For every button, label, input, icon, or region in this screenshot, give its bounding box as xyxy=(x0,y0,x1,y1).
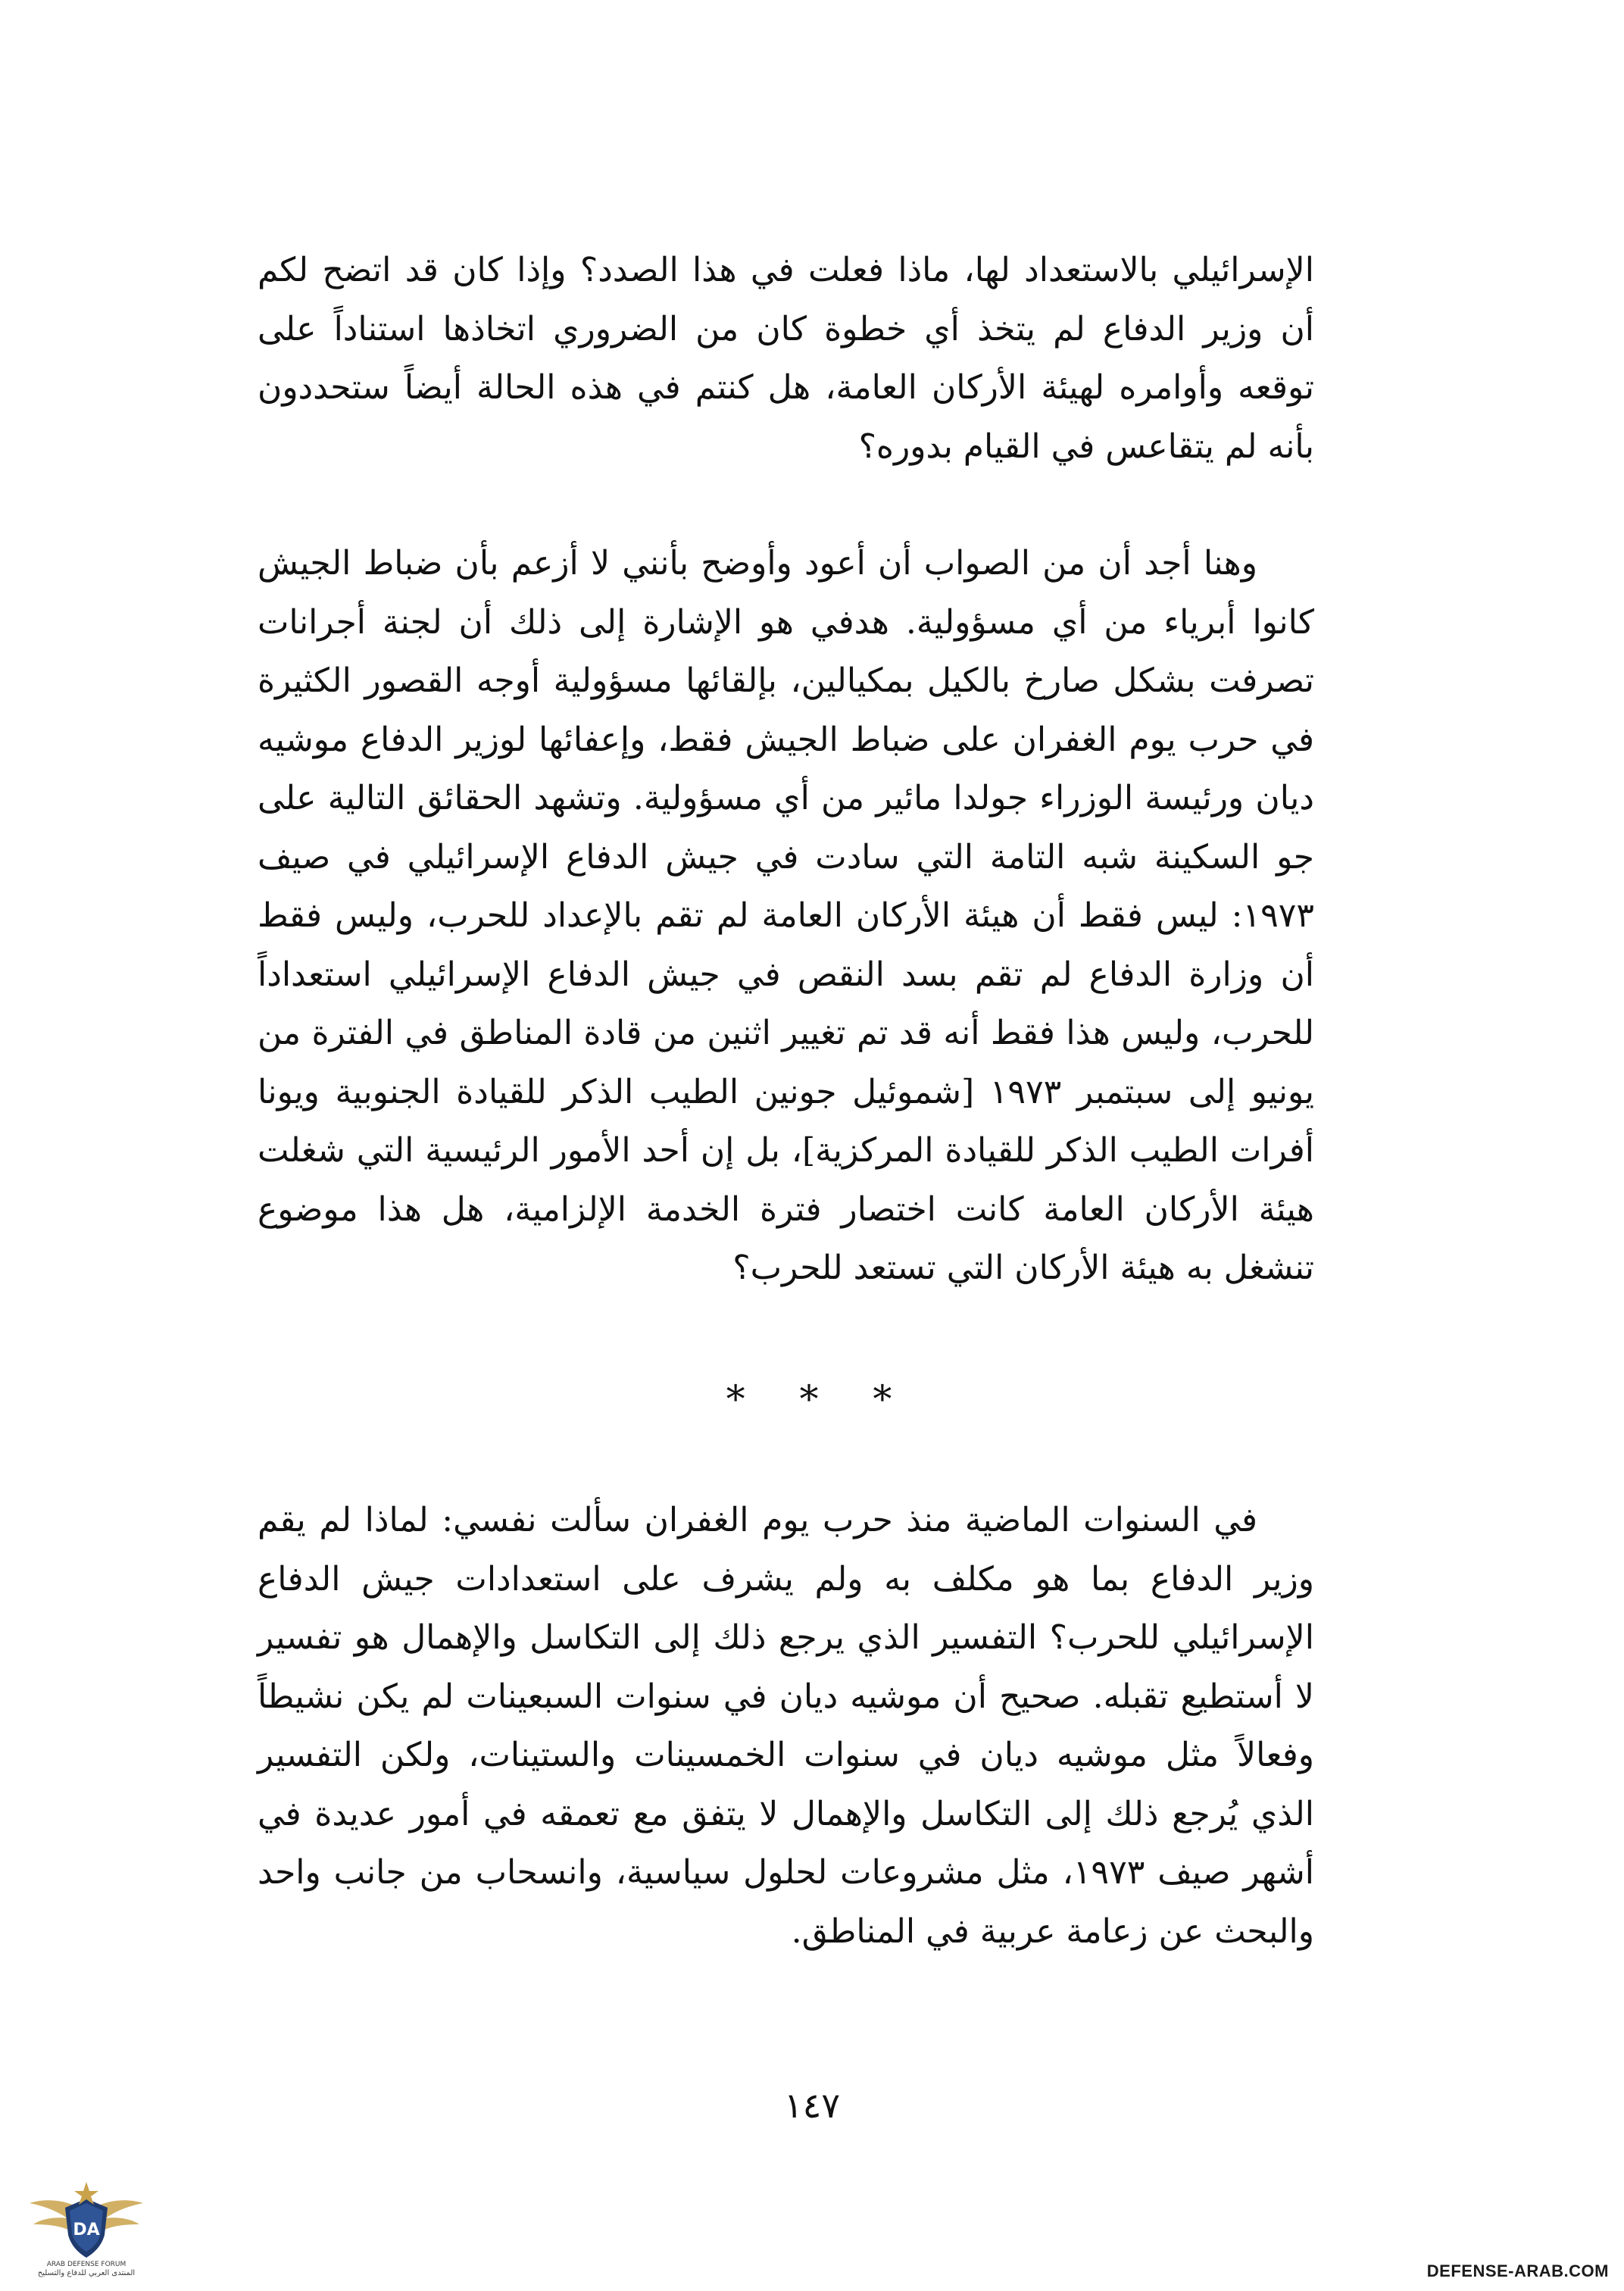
paragraph-3: في السنوات الماضية منذ حرب يوم الغفران سألت نفسي: لماذا لم يقم وزير الدفاع بما هو مكلف به ولم يشرف على استعدادات جيش الدفاع الإسرائيلي للحرب؟ التفسير الذي يرجع ذلك إلى التكاسل والإهمال هو تفسير لا أستطيع تقبله. صحيح أن موشيه ديان في سنوات السبعينات لم يكن نشيطاً وفعالاً مثل موشيه ديان في سنوات الخمسينات والستينات، ولكن التفسير الذي يُرجع ذلك إلى التكاسل والإهمال لا يتفق مع تعمقه في أمور عديدة في أشهر صيف ١٩٧٣، مثل مشروعات لحلول سياسية، وانسحاب من جانب واحد والبحث عن زعامة عربية في المناطق. xyxy=(258,1501,1314,1951)
forum-name-en: ARAB DEFENSE FORUM xyxy=(46,2261,126,2268)
site-url-watermark: DEFENSE-ARAB.COM xyxy=(1426,2261,1609,2280)
forum-name xyxy=(18,2260,155,2278)
paragraph-1: الإسرائيلي بالاستعداد لها، ماذا فعلت في هذا الصدد؟ وإذا كان قد اتضح لكم أن وزير الدفاع لم يتخذ أي خطوة كان من الضروري اتخاذها استناداً على توقعه وأوامره لهيئة الأركان العامة، هل كنتم في هذه الحالة أيضاً ستحددون بأنه لم يتقاعس في القيام بدوره؟ xyxy=(258,251,1314,466)
logo-initials: DA xyxy=(73,2221,100,2239)
page-number: ١٤٧ xyxy=(783,2085,841,2126)
section-separator: * * * xyxy=(726,1377,898,1421)
paragraph-2: وهنا أجد أن من الصواب أن أعود وأوضح بأنني لا أزعم بأن ضباط الجيش كانوا أبرياء من أي مسؤولية. هدفي هو الإشارة إلى ذلك أن لجنة أجرانات تصرفت بشكل صارخ بالكيل بمكيالين، بإلقائها مسؤولية أوجه القصور الكثيرة في حرب يوم الغفران على ضباط الجيش فقط، وإعفائها لوزير الدفاع موشيه ديان ورئيسة الوزراء جولدا مائير من أي مسؤولية. وتشهد الحقائق التالية على جو السكينة شبه التامة التي سادت في جيش الدفاع الإسرائيلي في صيف ١٩٧٣: ليس فقط أن هيئة الأركان العامة لم تقم بالإعداد للحرب، وليس فقط أن وزارة الدفاع لم تقم بسد النقص في جيش الدفاع الإسرائيلي استعداداً للحرب، وليس هذا فقط أنه قد تم تغيير اثنين من قادة المناطق في الفترة من يونيو إلى سبتمبر ١٩٧٣ [شموئيل جونين الطيب الذكر للقيادة الجنوبية ويونا أفرات الطيب الذكر للقيادة المركزية]، بل إن أحد الأمور الرئيسية التي شغلت هيئة الأركان العامة كانت اختصار فترة الخدمة الإلزامية، هل هذا موضوع تنشغل به هيئة الأركان التي تستعد للحرب؟ xyxy=(258,544,1314,1287)
forum-name-ar: المنتدى العربي للدفاع والتسليح xyxy=(37,2269,136,2277)
